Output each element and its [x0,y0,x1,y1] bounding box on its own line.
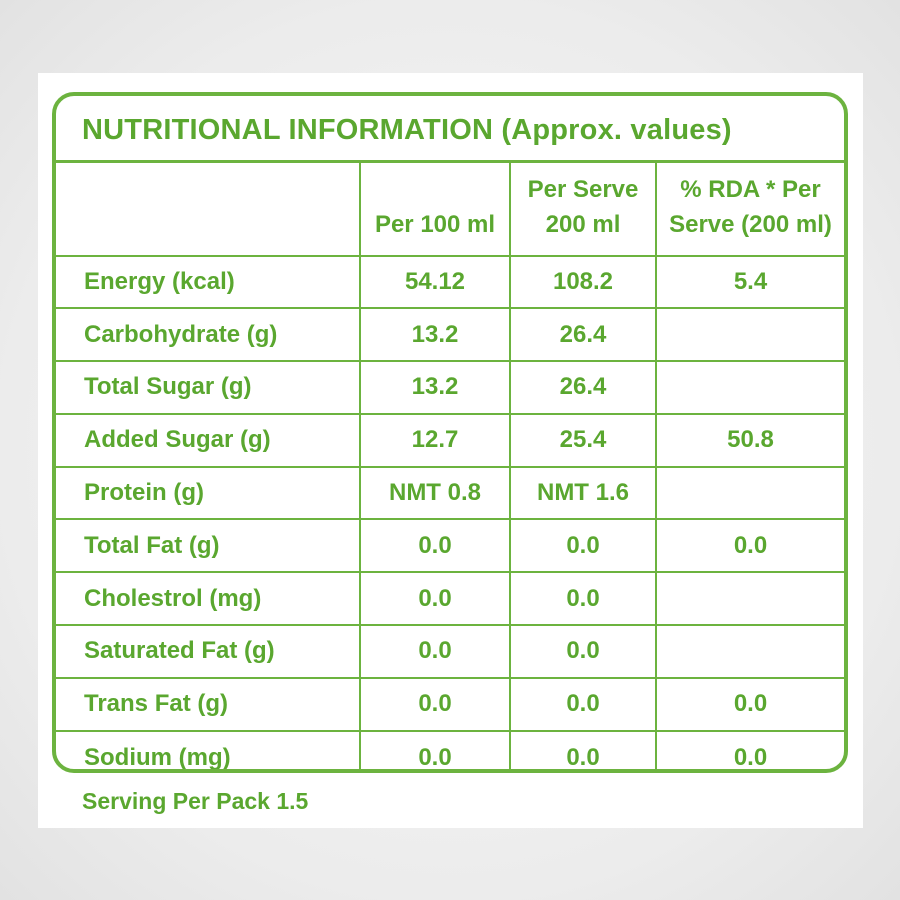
per-100ml-value: 0.0 [360,572,510,625]
per-serve-value: 0.0 [510,678,656,731]
per-serve-value: 26.4 [510,308,656,361]
table-row [56,572,844,625]
rda-value [656,625,844,678]
nutrient-name: Added Sugar (g) [56,414,360,467]
nutrient-name: Saturated Fat (g) [56,625,360,678]
header-per-serve [510,162,656,256]
header-nutrient [56,162,360,256]
nutrient-name: Energy (kcal) [56,256,360,309]
nutrient-name: Carbohydrate (g) [56,308,360,361]
nutrition-panel [52,92,848,773]
per-100ml-value: NMT 0.8 [360,467,510,520]
nutrient-name: Trans Fat (g) [56,678,360,731]
rda-value: 5.4 [656,256,844,309]
panel-title: NUTRITIONAL INFORMATION (Approx. values) [82,114,732,146]
per-serve-value: 0.0 [510,572,656,625]
table-row [56,361,844,414]
header-per-100ml: Per 100 ml [360,162,510,256]
per-100ml-value: 13.2 [360,308,510,361]
per-serve-value: 26.4 [510,361,656,414]
header-rda-line1: % RDA * Per [680,175,821,203]
per-serve-value: NMT 1.6 [510,467,656,520]
header-row [56,162,844,256]
nutrient-name: Sodium (mg) [56,731,360,773]
table-row [56,678,844,731]
header-per-serve-line1: Per Serve [527,175,639,203]
nutrient-name: Protein (g) [56,467,360,520]
per-serve-value: 0.0 [510,519,656,572]
rda-value [656,572,844,625]
table-row [56,256,844,309]
rda-value [656,361,844,414]
per-100ml-value: 0.0 [360,678,510,731]
table-row [56,519,844,572]
header-per-serve-line2: 200 ml [545,210,621,238]
rda-value: 0.0 [656,678,844,731]
table-row [56,467,844,520]
nutrient-name: Total Sugar (g) [56,361,360,414]
nutrition-table [56,160,844,773]
header-rda-line2: Serve (200 ml) [669,210,832,238]
rda-value: 0.0 [656,731,844,773]
table-row [56,308,844,361]
per-serve-value: 108.2 [510,256,656,309]
per-100ml-value: 0.0 [360,731,510,773]
table-row [56,414,844,467]
per-serve-value: 0.0 [510,625,656,678]
per-100ml-value: 0.0 [360,625,510,678]
rda-value: 50.8 [656,414,844,467]
per-serve-value: 0.0 [510,731,656,773]
table-row [56,731,844,773]
serving-per-pack: Serving Per Pack 1.5 [82,788,309,814]
nutrient-name: Cholestrol (mg) [56,572,360,625]
per-100ml-value: 13.2 [360,361,510,414]
per-serve-value: 25.4 [510,414,656,467]
rda-value [656,308,844,361]
rda-value [656,467,844,520]
nutrient-name: Total Fat (g) [56,519,360,572]
per-100ml-value: 0.0 [360,519,510,572]
header-rda [656,162,844,256]
per-100ml-value: 54.12 [360,256,510,309]
table-row [56,625,844,678]
rda-value: 0.0 [656,519,844,572]
per-100ml-value: 12.7 [360,414,510,467]
